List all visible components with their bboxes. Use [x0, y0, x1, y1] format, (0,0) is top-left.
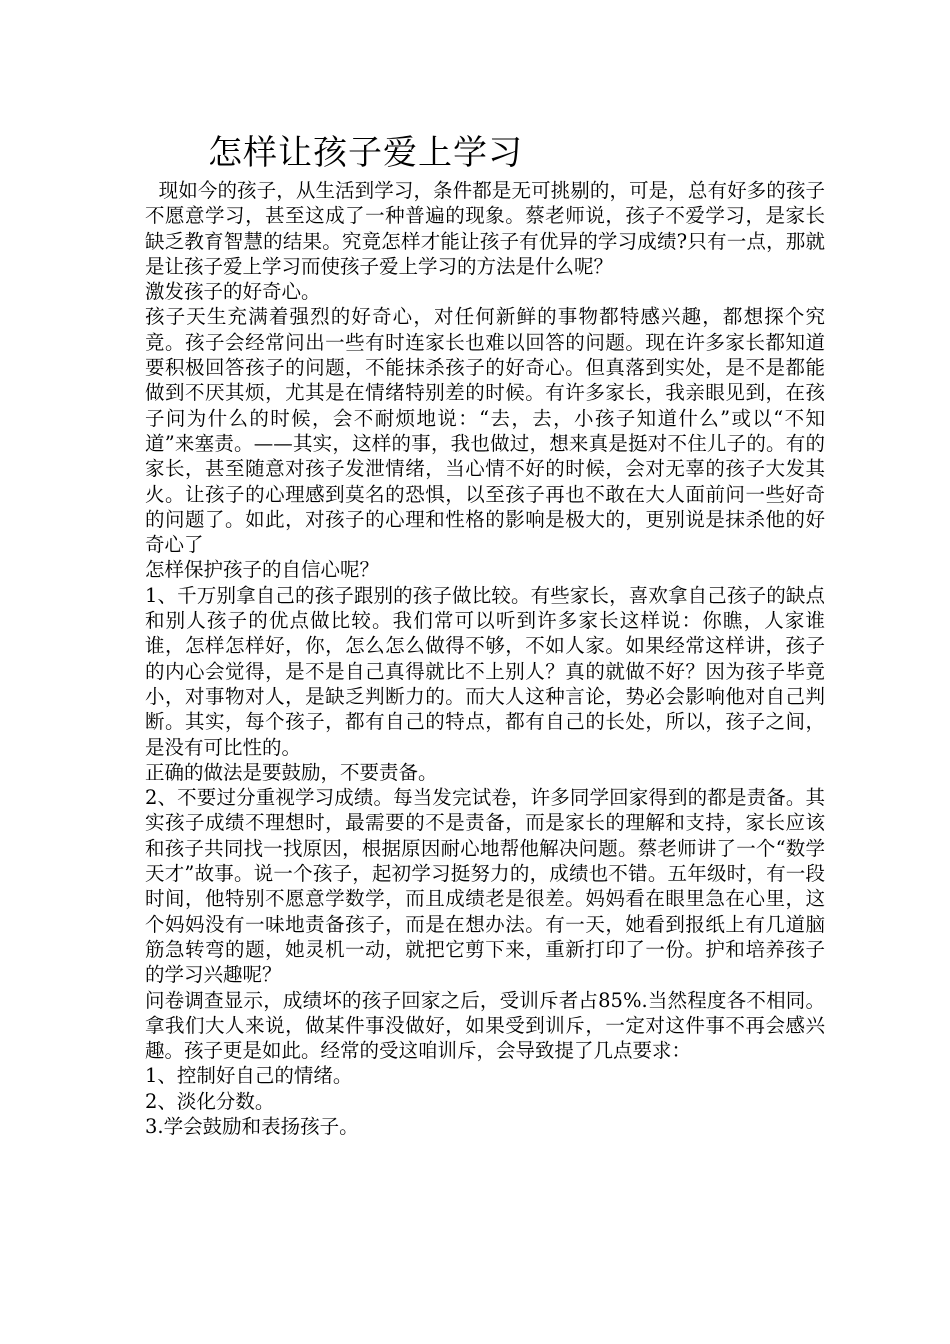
- survey-paragraph: 问卷调查显示，成绩坏的孩子回家之后，受训斥者占85%.当然程度各不相同。拿我们大人来说，做某件事没做好，如果受到训斥，一定对这件事不再会感兴趣。孩子更是如此。经常的受这咱训斥，会导致提了几点要求：: [145, 988, 825, 1063]
- curiosity-paragraph: 孩子天生充满着强烈的好奇心，对任何新鲜的事物都特感兴趣，都想探个究竟。孩子会经常问出一些有时连家长也难以回答的问题。现在许多家长都知道要积极回答孩子的问题，不能抹杀孩子的好奇心。但真落到实处，是不是都能做到不厌其烦，尤其是在情绪特别差的时候。有许多家长，我亲眼见到，在孩子问为什么的时候，会不耐烦地说：“去，去，小孩子知道什么”或以“不知道”来塞责。——其实，这样的事，我也做过，想来真是挺对不住儿子的。有的家长，甚至随意对孩子发泄情绪，当心情不好的时候，会对无辜的孩子大发其火。让孩子的心理感到莫名的恐惧，以至孩子再也不敢在大人面前问一些好奇的问题了。如此，对孩子的心理和性格的影响是极大的，更别说是抹杀他的好奇心了: [145, 305, 825, 557]
- section-heading-curiosity: 激发孩子的好奇心。: [145, 280, 321, 304]
- encourage-line: 正确的做法是要鼓励，不要责备。: [145, 760, 438, 784]
- requirement-2: 2、淡化分数。: [145, 1089, 275, 1113]
- point-1-paragraph: 1、千万别拿自己的孩子跟别的孩子做比较。有些家长，喜欢拿自己孩子的缺点和别人孩子的优点做比较。我们常可以听到许多家长这样说：你瞧，人家谁谁，怎样怎样好，你，怎么怎么做得不够，不如人家。如果经常这样讲，孩子的内心会觉得，是不是自己真得就比不上别人？真的就做不好？因为孩子毕竟小，对事物对人，是缺乏判断力的。而大人这种言论，势必会影响他对自己判断。其实，每个孩子，都有自己的特点，都有自己的长处，所以，孩子之间，是没有可比性的。: [145, 583, 825, 759]
- point-2-paragraph: 2、不要过分重视学习成绩。每当发完试卷，许多同学回家得到的都是责备。其实孩子成绩不理想时，最需要的不是责备，而是家长的理解和支持，家长应该和孩子共同找一找原因，根据原因耐心地帮他解决问题。蔡老师讲了一个“数学天才”故事。说一个孩子，起初学习挺努力的，成绩也不错。五年级时，有一段时间，他特别不愿意学数学，而且成绩老是很差。妈妈看在眼里急在心里，这个妈妈没有一味地责备孩子，而是在想办法。有一天，她看到报纸上有几道脑筋急转弯的题，她灵机一动，就把它剪下来，重新打印了一份。护和培养孩子的学习兴趣呢？: [145, 786, 825, 987]
- document-title: 怎样让孩子爱上学习: [208, 133, 523, 173]
- requirement-1: 1、控制好自己的情绪。: [145, 1064, 353, 1088]
- requirement-3: 3.学会鼓励和表扬孩子。: [145, 1114, 359, 1138]
- intro-paragraph: 现如今的孩子，从生活到学习，条件都是无可挑剔的，可是，总有好多的孩子不愿意学习，甚至这成了一种普遍的现象。蔡老师说，孩子不爱学习，是家长缺乏教育智慧的结果。究竟怎样才能让孩子有优异的学习成绩?只有一点，那就是让孩子爱上学习而使孩子爱上学习的方法是什么呢？: [145, 179, 825, 278]
- document-page: [145, 130, 825, 1139]
- section-heading-confidence: 怎样保护孩子的自信心呢？: [145, 558, 380, 582]
- document-body: [145, 178, 825, 1139]
